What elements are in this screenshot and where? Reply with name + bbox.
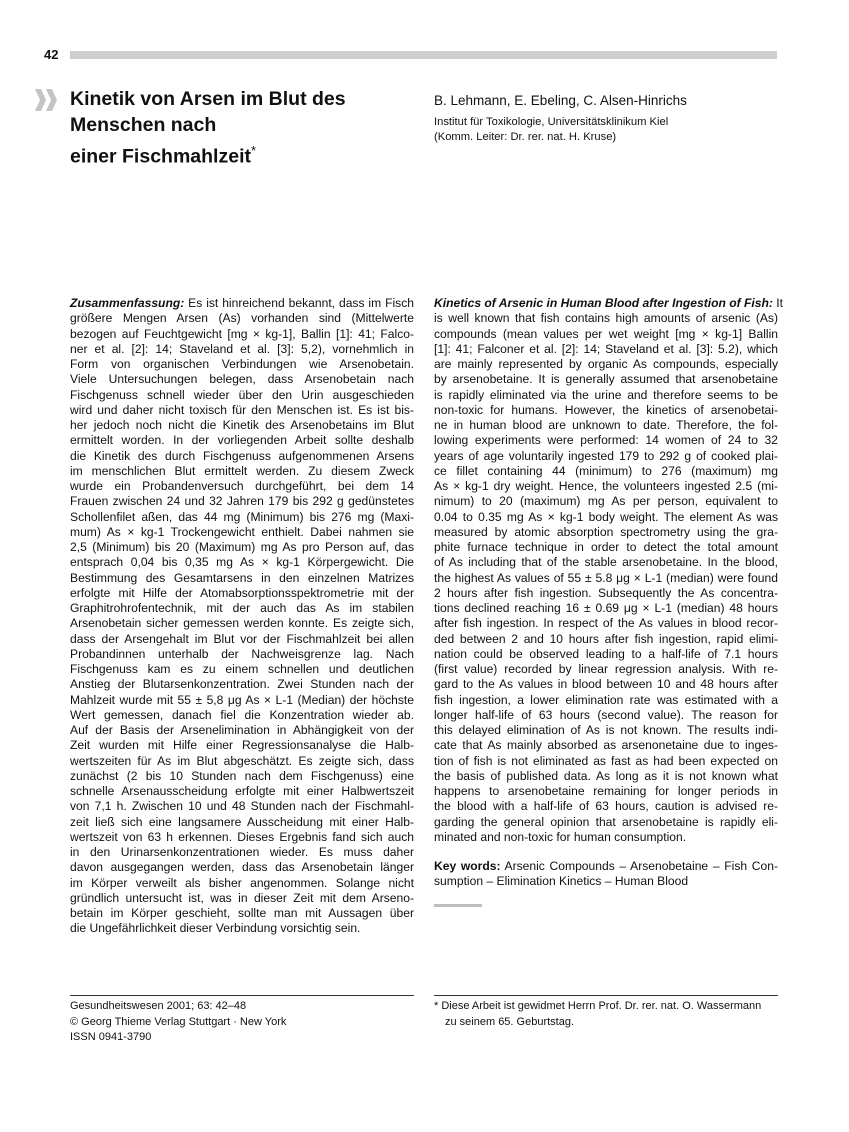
authors: B. Lehmann, E. Ebeling, C. Alsen-Hinrichs (434, 93, 687, 108)
abstract-line: Arsenobetain sicher gemessen werden konnte. Es zeigte sich, (70, 616, 414, 631)
abstract-line: ded between 2 and 10 hours after fish ingestion, rapid elimi- (434, 631, 778, 646)
abstract-line: 2 hours after fish ingestion. Subsequently the As concentra- (434, 585, 778, 600)
abstract-line: schnelle Arsenausscheidung erfolgte mit einer Halbwertszeit (70, 784, 414, 798)
abstract-line: by arsenobetaine. It is generally assumed that arsenobetaine (434, 372, 778, 387)
abstract-line: Bestimmung des Gesamtarsens in den einzelnen Matrizes (70, 570, 414, 585)
citation: Gesundheitswesen 2001; 63: 42–48 (70, 1000, 247, 1012)
abstract-line: im menschlichen Blut ermittelt werden. Zu diesem Zweck (70, 463, 414, 478)
keywords (434, 859, 778, 890)
abstract-line: happens to arsenobetaine remaining for longer periods in (434, 784, 778, 798)
abstract-line: are mainly represented by organic As compounds, especially (434, 357, 778, 371)
title-line: Kinetik von Arsen im Blut des (70, 88, 346, 110)
institute-line: Institut für Toxikologie, Universitätsklinikum Kiel (434, 116, 669, 128)
abstract-line: is rapidly eliminated via the urine and therefore seems to be (434, 387, 778, 402)
abstract-line: this delayed elimination of As is not known. The results indi- (434, 723, 778, 737)
abstract-line: lowing experiments were performed: 14 women of 24 to 32 (434, 433, 778, 448)
abstract-line: größere Mengen Arsen (As) vorhanden sind (Mittelwerte (70, 311, 414, 326)
abstract-line: the basis of published data. As long as it is not known what (434, 768, 778, 783)
institute-line: (Komm. Leiter: Dr. rer. nat. H. Kruse) (434, 131, 617, 143)
abstract-line: wurde ein Probandenversuch durchgeführt, bei dem 14 (70, 479, 414, 493)
footnote-line: zu seinem 65. Geburtstag. (445, 1015, 575, 1028)
section-divider (434, 904, 482, 907)
abstract-line: (first value) recorded by linear regression analysis. With re- (434, 662, 778, 676)
abstract-line: after fish ingestion. In respect of the As values in blood recor- (434, 616, 778, 631)
abstract-line: in den Urinarsenkonzentrationen wieder. Es muss daher (70, 845, 414, 859)
abstract-line: Mahlzeit wurde mit 55 ± 5,8 μg As × L-1 (Median) der höchste (70, 692, 414, 707)
abstract-line: Auf der Basis der Arsenelimination in Abhängigkeit von der (70, 723, 414, 737)
abstract-line: entsprach 0,04 bis 0,35 mg As × kg-1 Körpergewicht. Die (70, 555, 414, 570)
abstract-line: Schollenfilet aßen, das 44 mg (Minimum) bis 276 mg (Maxi- (70, 509, 414, 524)
abstract-lead: Zusammenfassung: (70, 296, 185, 310)
abstract-line: Graphitrohrofentechnik, mit der auch das As im stabilen (70, 601, 414, 615)
footnote-rule (434, 995, 778, 996)
abstract-line: measured by atomic absorption spectrometry using the gra- (434, 524, 778, 539)
abstract-line: the highest As values of 55 ± 5.8 μg × L-1 (median) were found (434, 570, 778, 585)
abstract-line: zunächst (2 bis 10 Stunden nach dem Fischgenuss) eine (70, 768, 414, 783)
title-footnote-mark: * (250, 143, 257, 158)
abstract-lead: Kinetics of Arsenic in Human Blood after Ingestion of Fish: (434, 296, 773, 310)
abstract-line: ermittelt worden. In der vorliegenden Arbeit sollte deshalb (70, 433, 414, 448)
header-bar (70, 51, 777, 59)
abstract-line: longer half-life of 63 hours (second value). The reason for (434, 707, 778, 722)
abstract-line: tions declined reaching 16 ± 0.69 μg × L-1 (median) 48 hours (434, 601, 778, 615)
footer-rule (70, 995, 414, 996)
abstract-line: mum) As × kg-1 Trockengewicht enthielt. Dabei nahmen sie (70, 524, 414, 539)
abstract-english (434, 296, 783, 845)
abstract-line: cate that As mainly absorbed as arsenonetaine due to inges- (434, 738, 778, 753)
abstract-line: minated and non-toxic for human consumption. (434, 829, 687, 844)
keywords-text: sumption – Elimination Kinetics – Human Blood (434, 874, 689, 889)
abstract-line: zeit ließ sich eine langsamere Ausscheidung mit einer Halb- (70, 814, 414, 829)
abstract-line: her jedoch noch nicht die Kinetik des Arsenobetains im Blut (70, 418, 414, 432)
abstract-line: fish ingestion, a lower elimination rate was estimated with a (434, 692, 778, 707)
abstract-line: die Ungefährlichkeit dieser Verbindung vorsichtig sein. (70, 921, 361, 936)
abstract-line: ner et al. [2]: 14; Staveland et al. [3]: 5,2), vornehmlich in (70, 341, 414, 356)
publisher: © Georg Thieme Verlag Stuttgart · New York (70, 1015, 287, 1028)
article-title (70, 86, 410, 170)
abstract-line: ne in human blood are unknown to date. Therefore, the fol- (434, 418, 778, 432)
abstract-line: 0.04 to 0.35 mg As × kg-1 body weight. The element As was (434, 509, 778, 524)
abstract-line: im Körper verweilt als bisher angenommen. Solange nicht (70, 875, 414, 890)
abstract-line: betain im Körper geschieht, sollte man mit Aussagen über (70, 906, 414, 920)
double-chevron-icon (34, 88, 60, 112)
abstract-line: wird und daher nicht toxisch für den Menschen ist. Es ist bis- (70, 402, 414, 417)
abstract-line: non-toxic for humans. However, the kinetics of arsenobetai- (434, 402, 778, 417)
abstract-line: gard to the As values in blood between 10 and 48 hours after (434, 677, 778, 692)
abstract-line: wertszeiten für As im Blut abgeschätzt. Es zeigte sich, dass (70, 753, 414, 768)
abstract-line: erfolgte mit Hilfe der Atomabsorptionsspektrometrie mit der (70, 585, 414, 600)
abstract-line: phite furnace technique in order to detect the total amount (434, 540, 778, 554)
abstract-line: the blood with a half-life of 63 hours, caution is advised re- (434, 799, 778, 814)
title-line: einer Fischmahlzeit (70, 145, 251, 168)
abstract-line: dass der Arsengehalt im Blut vor der Fischmahlzeit bei allen (70, 631, 414, 646)
title-line: Menschen nach (70, 114, 217, 136)
abstract-line: bezogen auf Feuchtgewicht [mg × kg-1], Ballin [1]: 41; Falco- (70, 326, 414, 341)
abstract-line: As × kg-1 dry weight. Hence, the volunteers ingested 2.5 (mi- (434, 479, 778, 493)
abstract-line: die Kinetik des durch Fischgenuss aufgenommenen Arsens (70, 448, 414, 463)
abstract-line: davon ausgegangen werden, dass das Arsenobetain länger (70, 860, 414, 875)
abstract-line: Zusammenfassung: Es ist hinreichend bekannt, dass im Fisch (70, 296, 414, 310)
abstract-line: Wert gemessen, danach fiel die Konzentration wieder ab. (70, 707, 414, 722)
keywords-text: Arsenic Compounds – Arsenobetaine – Fish Con- (504, 859, 778, 873)
issn: ISSN 0941-3790 (70, 1031, 152, 1043)
keywords-label: Key words: (434, 859, 501, 873)
abstract-line: Fischgenuss kam es zu einem schnellen und deutlichen (70, 662, 414, 676)
abstract-line: of As including that of the stable arsenobetaine. In the blood, (434, 555, 778, 570)
abstract-line: Frauen zwischen 24 und 32 Jahren 179 bis 292 g gedünstetes (70, 494, 414, 509)
page-number: 42 (44, 47, 59, 62)
abstract-line: nation could be observed leading to a half-life of 7.1 hours (434, 646, 778, 661)
abstract-line: 2,5 (Minimum) bis 20 (Maximum) mg As pro Person auf, das (70, 540, 414, 554)
journal-info (70, 999, 286, 1046)
abstract-line: ce fillet containing 44 (minimum) to 276 (maximum) mg (434, 463, 778, 478)
abstract-line: compounds (mean values per wet weight [mg × kg-1] Ballin (434, 326, 778, 341)
abstract-line: Zeit wurden mit Hilfe einer Regressionsanalyse die Halb- (70, 738, 414, 753)
abstract-line: Anstieg der Blutarsenkonzentration. Zwei Stunden nach der (70, 677, 414, 692)
abstract-line: years of age voluntarily ingested 179 to 292 g of cooked plai- (434, 448, 778, 463)
abstract-line: wertszeit von 63 h erkennen. Dieses Ergebnis fand sich auch (70, 829, 414, 844)
abstract-german (70, 296, 414, 937)
abstract-line: tion of fish is not eliminated as fast as had been expected on (434, 753, 778, 768)
footnote-line: * Diese Arbeit ist gewidmet Herrn Prof. Dr. rer. nat. O. Wassermann (434, 1000, 762, 1012)
abstract-line: gründlich untersucht ist, was in dieser Zeit mit dem Arseno- (70, 890, 414, 905)
abstract-line: Form von organischen Verbindungen wie Arsenobetain. (70, 357, 414, 371)
abstract-line: von 7,1 h. Zwischen 10 und 48 Stunden nach der Fischmahl- (70, 799, 414, 814)
abstract-line: Probandinnen unterhalb der Nachweisgrenze lag. Nach (70, 646, 414, 661)
abstract-line: Fischgenuss schnell wieder über den Urin ausgeschieden (70, 387, 414, 402)
abstract-line: is well known that fish contains high amounts of arsenic (As) (434, 311, 778, 326)
abstract-line: garding the general opinion that arsenobetaine is rapidly eli- (434, 814, 778, 829)
abstract-line: nimum) to 20 (maximum) mg As per person, equivalent to (434, 494, 778, 509)
footnote (434, 999, 778, 1030)
abstract-line: Viele Untersuchungen belegen, dass Arsenobetain nach (70, 372, 414, 387)
abstract-line: [1]: 41; Falconer et al. [2]: 14; Staveland et al. [3]: 5.2), which (434, 341, 778, 356)
abstract-line: Kinetics of Arsenic in Human Blood after Ingestion of Fish: It (434, 296, 783, 310)
